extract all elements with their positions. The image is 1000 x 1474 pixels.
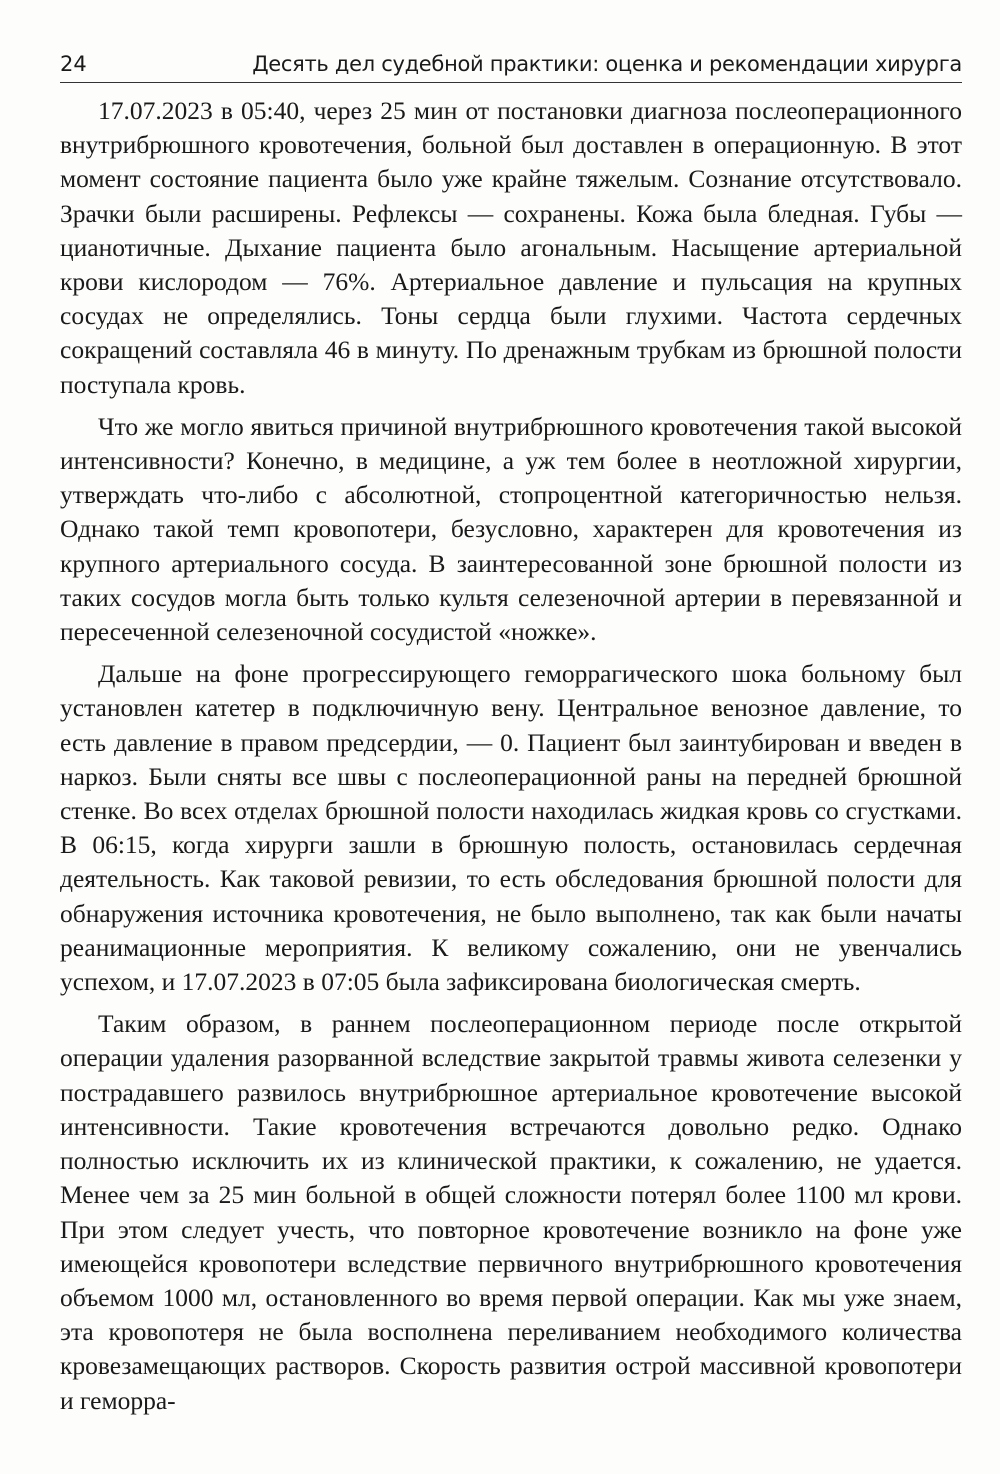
paragraph-1: 17.07.2023 в 05:40, через 25 мин от постановки диагноза послеоперационного внутрибрюшного кровотечения, больной был доставлен в операционную. В этот момент состояние пациента было уже крайне тяжелым. Сознание отсутствовало. Зрачки были расширены. Рефлексы — сохранены. Кожа была бледная. Губы — цианотичные. Дыхание пациента было агональным. Насыщение артериальной крови кислородом — 76%. Артериальное давление и пульсация на крупных сосудах не определялись. Тоны сердца были глухими. Частота сердечных сокращений составляла 46 в минуту. По дренажным трубкам из брюшной полости поступала кровь.	[60, 96, 962, 399]
running-title: Десять дел судебной практики: оценка и рекомендации хирурга	[252, 52, 962, 76]
running-head	[60, 42, 962, 82]
paragraph-4: Таким образом, в раннем послеоперационном периоде после открытой операции удаления разорванной вследствие закрытой травмы живота селезенки у пострадавшего развилось внутрибрюшное артериальное кровотечение высокой интенсивности. Такие кровотечения встречаются довольно редко. Однако полностью исключить их из клинической практики, к сожалению, не удается. Менее чем за 25 мин больной в общей сложности потерял более 1100 мл крови. При этом следует учесть, что повторное кровотечение возникло на фоне уже имеющейся кровопотери вследствие первичного внутрибрюшного кровотечения объемом 1000 мл, остановленного во время первой операции. Как мы уже знаем, эта кровопотеря не была восполнена переливанием необходимого количества кровезамещающих растворов. Скорость развития острой массивной кровопотери и геморра-	[60, 1009, 962, 1415]
header-rule	[60, 82, 962, 83]
paragraph-3: Дальше на фоне прогрессирующего геморрагического шока больному был установлен катетер в подключичную вену. Центральное венозное давление, то есть давление в правом предсердии, — 0. Пациент был заинтубирован и введен в наркоз. Были сняты все швы с послеоперационной раны на передней брюшной стенке. Во всех отделах брюшной полости находилась жидкая кровь со сгустками. В 06:15, когда хирурги зашли в брюшную полость, остановилась сердечная деятельность. Как таковой ревизии, то есть обследования брюшной полости для обнаружения источника кровотечения, не было выполнено, так как были начаты реанимационные мероприятия. К великому сожалению, они не увенчались успехом, и 17.07.2023 в 07:05 была зафиксирована биологическая смерть.	[60, 659, 962, 997]
body-text	[60, 94, 962, 1418]
page-number: 24	[60, 52, 87, 76]
paragraph-2: Что же могло явиться причиной внутрибрюшного кровотечения такой высокой интенсивности? Конечно, в медицине, а уж тем более в неотложной хирургии, утверждать что-либо с абсолютной, стопроцентной категоричностью нельзя. Однако такой темп кровопотери, безусловно, характерен для кровотечения из крупного артериального сосуда. В заинтересованной зоне брюшной полости из таких сосудов могла быть только культя селезеночной артерии в перевязанной и пересеченной селезеночной сосудистой «ножке».	[60, 411, 962, 647]
